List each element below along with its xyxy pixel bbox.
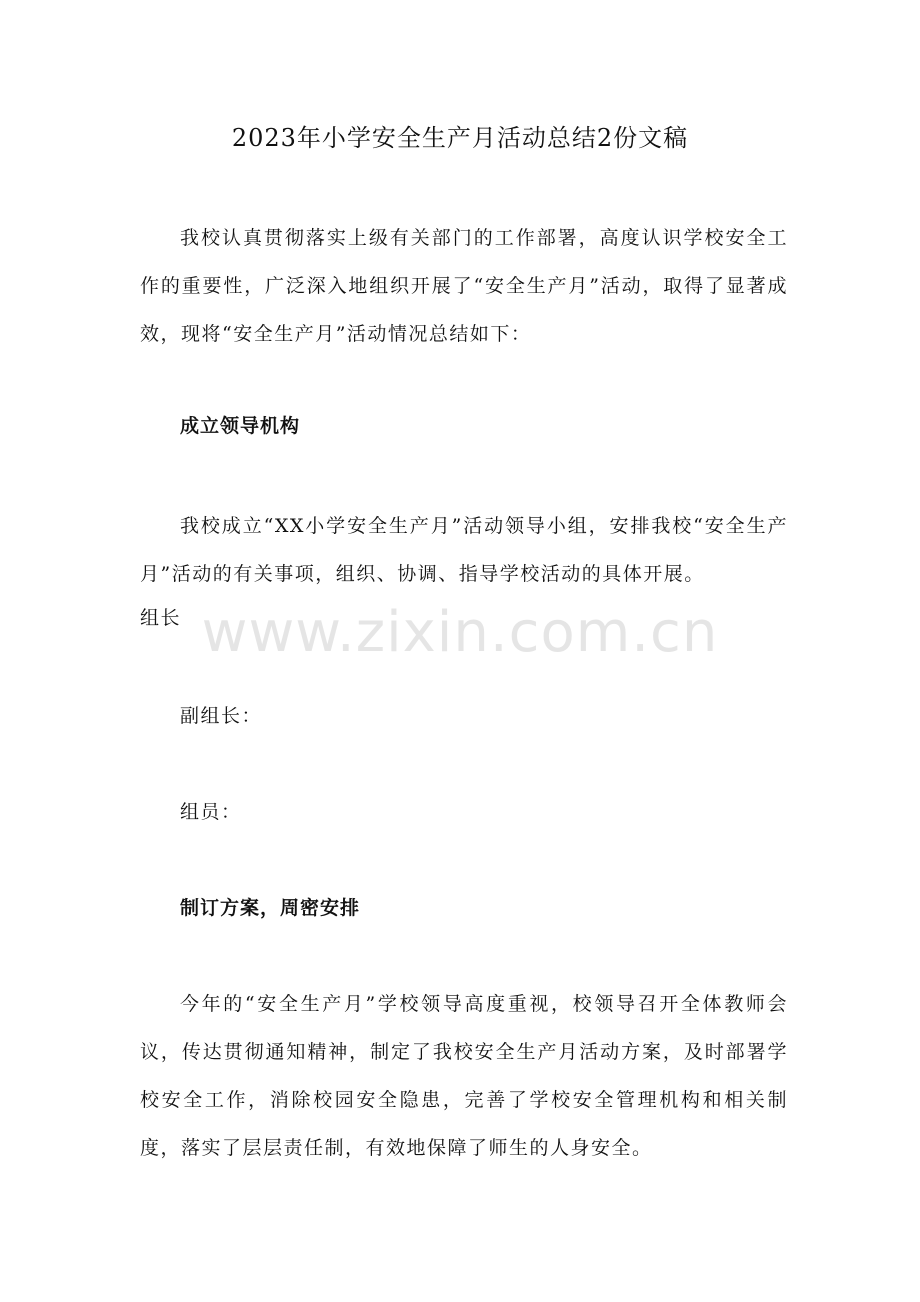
watermark: www.zixin.com.cn (201, 600, 719, 665)
section-heading-leadership: 成立领导机构 (180, 415, 301, 437)
deputy-leader-label: 副组长： (180, 705, 263, 727)
leadership-paragraph: 我校成立“XX小学安全生产月”活动领导小组，安排我校“安全生产月”活动的有关事项，组织、协调、指导学校活动的具体开展。 (140, 515, 788, 585)
section-heading-plan: 制订方案，周密安排 (180, 897, 361, 919)
group-leader-label: 组长 (140, 607, 182, 629)
plan-paragraph: 今年的“安全生产月”学校领导高度重视，校领导召开全体教师会议，传达贯彻通知精神，制定了我校安全生产月活动方案，及时部署学校安全工作，消除校园安全隐患，完善了学校安全管理机构和相关制度，落实了层层责任制，有效地保障了师生的人身安全。 (140, 993, 788, 1159)
document-title: 2023年小学安全生产月活动总结2份文稿 (231, 124, 689, 152)
members-label: 组员： (180, 801, 242, 823)
intro-paragraph: 我校认真贯彻落实上级有关部门的工作部署，高度认识学校安全工作的重要性，广泛深入地组织开展了“安全生产月”活动，取得了显著成效，现将“安全生产月”活动情况总结如下： (140, 227, 788, 345)
